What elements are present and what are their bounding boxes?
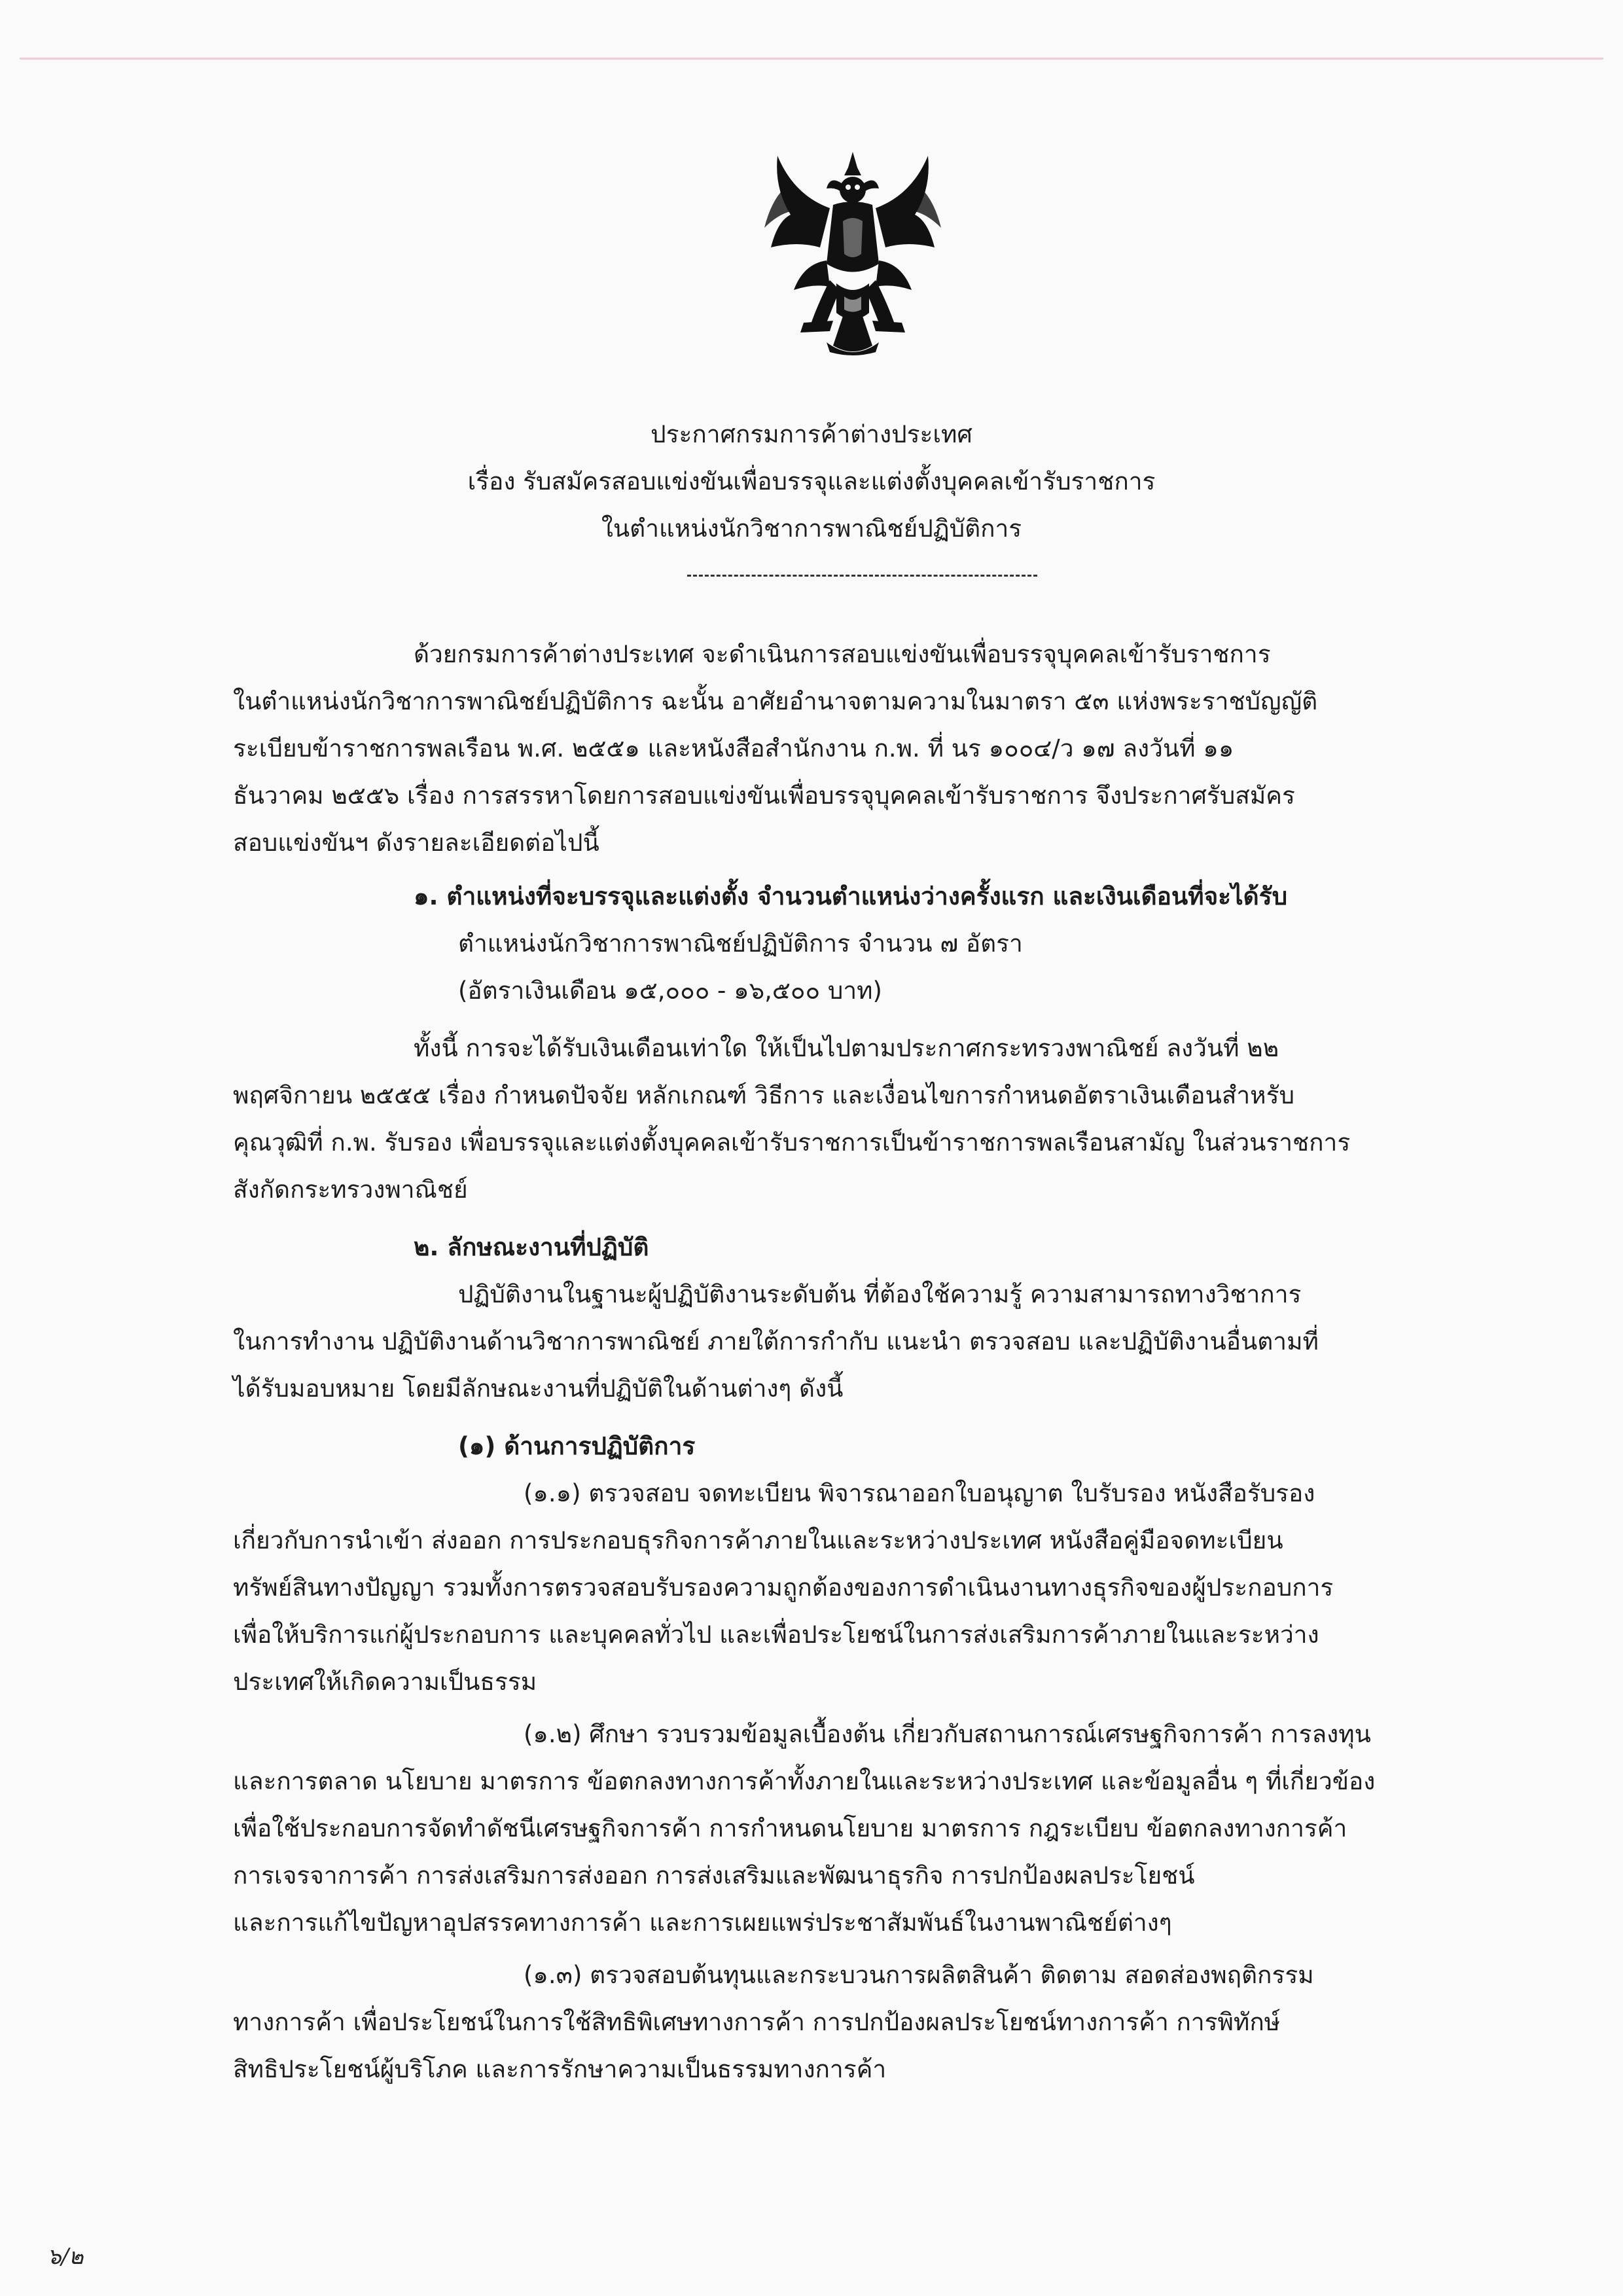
salary-note-line: พฤศจิกายน ๒๕๕๕ เรื่อง กำหนดปัจจัย หลักเกณฑ์ วิธีการ และเงื่อนไขการกำหนดอัตราเงินเดือนสำหรับ bbox=[233, 1081, 1294, 1109]
intro-line: ระเบียบข้าราชการพลเรือน พ.ศ. ๒๕๕๑ และหนังสือสำนักงาน ก.พ. ที่ นร ๑๐๐๔/ว ๑๗ ลงวันที่ ๑๑ bbox=[233, 734, 1234, 762]
position-count: ตำแหน่งนักวิชาการพาณิชย์ปฏิบัติการ จำนวน ๗ อัตรา bbox=[458, 929, 1023, 958]
sub-1-heading: (๑) ด้านการปฏิบัติการ bbox=[458, 1432, 696, 1460]
announcement-issuer: ประกาศกรมการค้าต่างประเทศ bbox=[651, 420, 972, 448]
item-1-1-line: เกี่ยวกับการนำเข้า ส่งออก การประกอบธุรกิจการค้าภายในและระหว่างประเทศ หนังสือคู่มือจดทะเบียน bbox=[233, 1526, 1283, 1554]
item-1-1-line: (๑.๑) ตรวจสอบ จดทะเบียน พิจารณาออกใบอนุญาต ใบรับรอง หนังสือรับรอง bbox=[524, 1479, 1315, 1507]
page-mark: ๖/๒ bbox=[47, 2244, 84, 2270]
announcement-subject: เรื่อง รับสมัครสอบแข่งขันเพื่อบรรจุและแต่งตั้งบุคคลเข้ารับราชการ bbox=[467, 467, 1156, 495]
intro-line: สอบแข่งขันฯ ดังรายละเอียดต่อไปนี้ bbox=[233, 829, 599, 857]
title-separator bbox=[687, 575, 1037, 577]
garuda-emblem-icon bbox=[764, 149, 941, 359]
item-1-2-line: การเจรจาการค้า การส่งเสริมการส่งออก การส่งเสริมและพัฒนาธุรกิจ การปกป้องผลประโยชน์ bbox=[233, 1861, 1195, 1890]
section-2-line: ได้รับมอบหมาย โดยมีลักษณะงานที่ปฏิบัติในด้านต่างๆ ดังนี้ bbox=[233, 1374, 844, 1403]
salary-note-line: สังกัดกระทรวงพาณิชย์ bbox=[233, 1175, 468, 1204]
top-rule bbox=[20, 58, 1603, 60]
item-1-1-line: ประเทศให้เกิดความเป็นธรรม bbox=[233, 1668, 537, 1696]
item-1-3-line: สิทธิประโยชน์ผู้บริโภค และการรักษาความเป็นธรรมทางการค้า bbox=[233, 2055, 887, 2083]
salary-note-line: คุณวุฒิที่ ก.พ. รับรอง เพื่อบรรจุและแต่งตั้งบุคคลเข้ารับราชการเป็นข้าราชการพลเรือนสามัญ ในส่วนราชการ bbox=[233, 1128, 1351, 1157]
item-1-1-line: เพื่อให้บริการแก่ผู้ประกอบการ และบุคคลทั่วไป และเพื่อประโยชน์ในการส่งเสริมการค้าภายในและระหว่าง bbox=[233, 1621, 1319, 1649]
item-1-3-line: (๑.๓) ตรวจสอบต้นทุนและกระบวนการผลิตสินค้า ติดตาม สอดส่องพฤติกรรม bbox=[524, 1961, 1314, 1989]
section-2-line: ปฏิบัติงานในฐานะผู้ปฏิบัติงานระดับต้น ที่ต้องใช้ความรู้ ความสามารถทางวิชาการ bbox=[458, 1280, 1302, 1308]
item-1-2-line: เพื่อใช้ประกอบการจัดทำดัชนีเศรษฐกิจการค้า การกำหนดนโยบาย มาตรการ กฎระเบียบ ข้อตกลงทางการค้า bbox=[233, 1814, 1347, 1842]
section-1-heading: ๑. ตำแหน่งที่จะบรรจุและแต่งตั้ง จำนวนตำแหน่งว่างครั้งแรก และเงินเดือนที่จะได้รับ bbox=[414, 882, 1288, 910]
salary-range: (อัตราเงินเดือน ๑๕,๐๐๐ - ๑๖,๕๐๐ บาท) bbox=[458, 977, 882, 1005]
section-2-heading: ๒. ลักษณะงานที่ปฏิบัติ bbox=[414, 1233, 649, 1261]
section-2-line: ในการทำงาน ปฏิบัติงานด้านวิชาการพาณิชย์ ภายใต้การกำกับ แนะนำ ตรวจสอบ และปฏิบัติงานอื่นตามที่ bbox=[233, 1327, 1319, 1355]
salary-note-line: ทั้งนี้ การจะได้รับเงินเดือนเท่าใด ให้เป็นไปตามประกาศกระทรวงพาณิชย์ ลงวันที่ ๒๒ bbox=[414, 1034, 1279, 1062]
intro-line: ธันวาคม ๒๕๕๖ เรื่อง การสรรหาโดยการสอบแข่งขันเพื่อบรรจุบุคคลเข้ารับราชการ จึงประกาศรับสมัคร bbox=[233, 781, 1295, 810]
item-1-1-line: ทรัพย์สินทางปัญญา รวมทั้งการตรวจสอบรับรองความถูกต้องของการดำเนินงานทางธุรกิจของผู้ประกอบการ bbox=[233, 1573, 1334, 1602]
intro-line: ด้วยกรมการค้าต่างประเทศ จะดำเนินการสอบแข่งขันเพื่อบรรจุบุคคลเข้ารับราชการ bbox=[414, 640, 1271, 668]
intro-line: ในตำแหน่งนักวิชาการพาณิชย์ปฏิบัติการ ฉะนั้น อาศัยอำนาจตามความในมาตรา ๕๓ แห่งพระราชบัญญัติ bbox=[233, 687, 1318, 715]
announcement-position: ในตำแหน่งนักวิชาการพาณิชย์ปฏิบัติการ bbox=[601, 514, 1022, 543]
item-1-2-line: (๑.๒) ศึกษา รวบรวมข้อมูลเบื้องต้น เกี่ยวกับสถานการณ์เศรษฐกิจการค้า การลงทุน bbox=[524, 1720, 1371, 1748]
item-1-2-line: และการแก้ไขปัญหาอุปสรรคทางการค้า และการเผยแพร่ประชาสัมพันธ์ในงานพาณิชย์ต่างๆ bbox=[233, 1909, 1172, 1937]
item-1-3-line: ทางการค้า เพื่อประโยชน์ในการใช้สิทธิพิเศษทางการค้า การปกป้องผลประโยชน์ทางการค้า การพิทักษ์ bbox=[233, 2008, 1281, 2036]
item-1-2-line: และการตลาด นโยบาย มาตรการ ข้อตกลงทางการค้าทั้งภายในและระหว่างประเทศ และข้อมูลอื่น ๆ ที่เกี่ยวข้อง bbox=[233, 1767, 1376, 1795]
